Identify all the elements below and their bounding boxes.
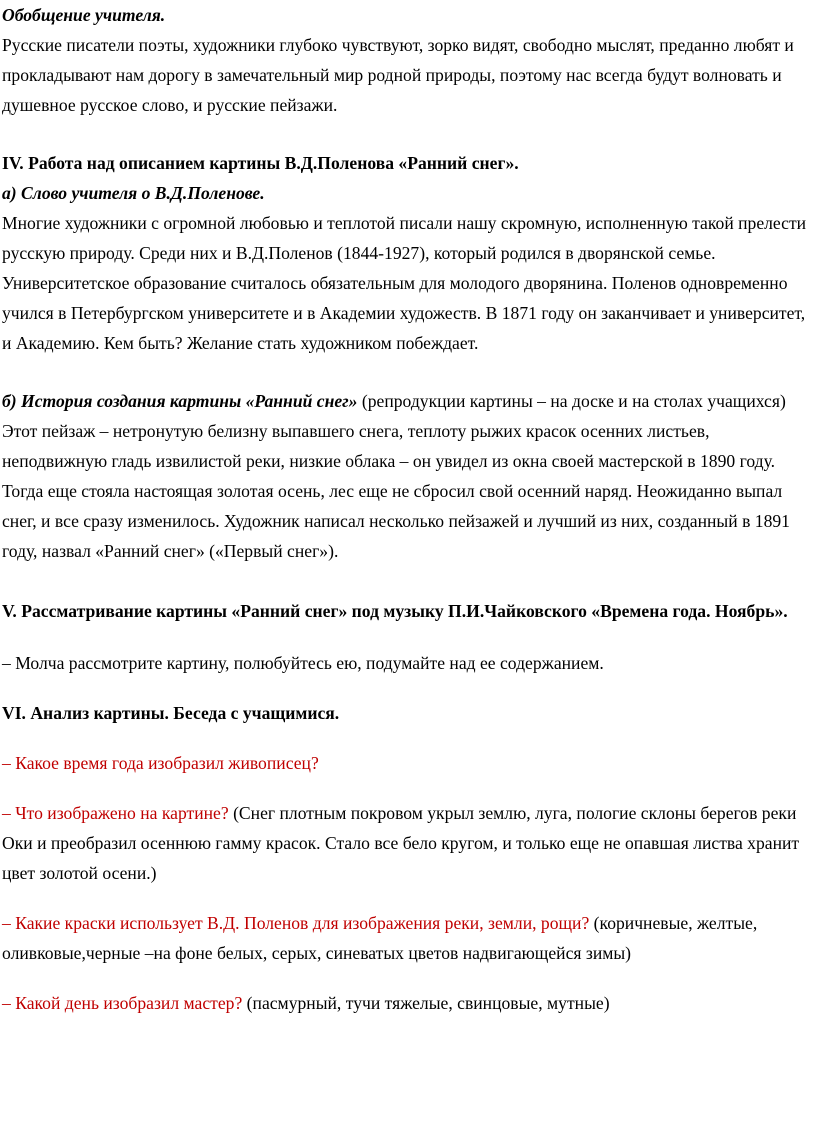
spacer xyxy=(2,888,808,908)
section-6-heading: VI. Анализ картины. Беседа с учащимися. xyxy=(2,703,340,723)
section-4-heading: IV. Работа над описанием картины В.Д.Поленова «Ранний снег». xyxy=(2,153,519,173)
section-4b-paragraph xyxy=(2,386,808,416)
question-2-paragraph xyxy=(2,798,808,888)
spacer xyxy=(2,968,808,988)
question-4-paragraph xyxy=(2,988,808,1018)
question-2: – Что изображено на картине? xyxy=(2,803,229,823)
spacer xyxy=(2,728,808,748)
answer-3: (коричневые, желтые, оливковые,черные –на фоне белых, серых, синеватых цветов надвигающейся зимы) xyxy=(2,913,758,963)
spacer xyxy=(2,358,808,386)
spacer xyxy=(2,678,808,698)
spacer xyxy=(2,778,808,798)
section-5-heading: V. Рассматривание картины «Ранний снег» под музыку П.И.Чайковского «Времена года. Ноябрь». xyxy=(2,601,788,621)
section-5-text: – Молча рассмотрите картину, полюбуйтесь ею, подумайте над ее содержанием. xyxy=(2,653,604,673)
question-3-paragraph xyxy=(2,908,808,968)
section-4b-text: Этот пейзаж – нетронутую белизну выпавшего снега, теплоту рыжих красок осенних листьев, неподвижную гладь извилистой реки, низкие облака – он увидел из окна своей мастерской в 1890 году. Тогда еще стояла настоящая золотая осень, лес еще не сбросил свой осенний наряд. Неожиданно выпал снег, и все сразу изменилось. Художник написал несколько пейзажей и лучший из них, созданный в 1891 году, назвал «Ранний снег» («Первый снег»). xyxy=(2,421,790,561)
section-4b-subheading: б) История создания картины «Ранний снег» xyxy=(2,391,358,411)
teacher-summary-text: Русские писатели поэты, художники глубоко чувствуют, зорко видят, свободно мыслят, преданно любят и прокладывают нам дорогу в замечательный мир родной природы, поэтому нас всегда будут волновать и душевное русское слово, и русские пейзажи. xyxy=(2,35,794,115)
teacher-summary-heading: Обобщение учителя. xyxy=(2,5,166,25)
answer-4: (пасмурный, тучи тяжелые, свинцовые, мутные) xyxy=(242,993,610,1013)
spacer xyxy=(2,566,808,594)
question-1: – Какое время года изобразил живописец? xyxy=(2,753,319,773)
answer-2: (Снег плотным покровом укрыл землю, луга, пологие склоны берегов реки Оки и преобразил осеннюю гамму красок. Стало все бело кругом, и только еще не опавшая листва хранит цвет золотой осени.) xyxy=(2,803,800,883)
section-4a-text: Многие художники с огромной любовью и теплотой писали нашу скромную, исполненную такой прелести русскую природу. Среди них и В.Д.Поленов (1844-1927), который родился в дворянской семье. Университетское образование считалось обязательным для молодого дворянина. Поленов одновременно учился в Петербургском университете и в Академии художеств. В 1871 году он заканчивает и университет, и Академию. Кем быть? Желание стать художником побеждает. xyxy=(2,213,807,353)
spacer xyxy=(2,628,808,648)
question-4: – Какой день изобразил мастер? xyxy=(2,993,243,1013)
section-4a-subheading: а) Слово учителя о В.Д.Поленове. xyxy=(2,183,265,203)
spacer xyxy=(2,120,808,148)
question-3: – Какие краски использует В.Д. Поленов для изображения реки, земли, рощи? xyxy=(2,913,590,933)
section-4b-note: (репродукции картины – на доске и на столах учащихся) xyxy=(357,391,786,411)
